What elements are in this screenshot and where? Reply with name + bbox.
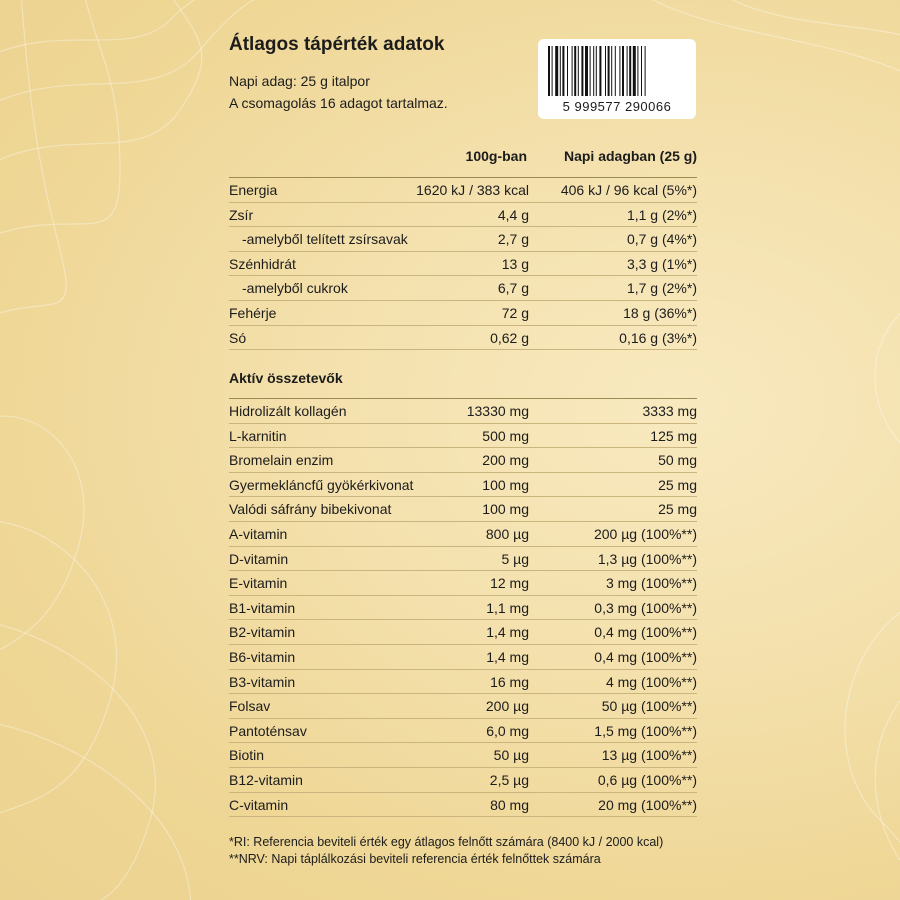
- table-row: [229, 473, 697, 498]
- table-row: [229, 276, 697, 301]
- row-per100: 200 mg: [482, 452, 529, 469]
- table-row: [229, 743, 697, 768]
- row-name: Bromelain enzim: [229, 452, 334, 469]
- row-name: D-vitamin: [229, 550, 289, 567]
- row-name: B1-vitamin: [229, 599, 296, 616]
- table-row: [229, 522, 697, 547]
- barcode-number: 5 999577 290066: [562, 99, 672, 114]
- page-title: Átlagos tápérték adatok: [229, 34, 445, 55]
- footnotes: [229, 834, 663, 868]
- row-per100: 1,4 mg: [486, 624, 529, 641]
- table-row: [229, 424, 697, 449]
- row-per100: 72 g: [501, 304, 529, 321]
- row-per-serving: 20 mg (100%**): [598, 796, 697, 813]
- row-per100: 100 mg: [482, 501, 529, 518]
- row-per-serving: 0,4 mg (100%**): [594, 648, 697, 665]
- table-row: [229, 398, 697, 424]
- table-row: [229, 326, 697, 351]
- row-name: B12-vitamin: [229, 771, 303, 788]
- row-per100: 1620 kJ / 383 kcal: [416, 182, 529, 198]
- row-per-serving: 1,7 g (2%*): [626, 280, 697, 297]
- row-name: C-vitamin: [229, 796, 289, 813]
- header-per-serving: Napi adagban (25 g): [563, 148, 697, 164]
- row-per-serving: 1,5 mg (100%**): [594, 722, 697, 739]
- table-row: [229, 571, 697, 596]
- table-row: [229, 793, 697, 818]
- row-per-serving: 3,3 g (1%*): [626, 255, 697, 272]
- row-per-serving: 3333 mg: [642, 403, 697, 419]
- row-name: Biotin: [229, 747, 265, 764]
- table-row: [229, 620, 697, 645]
- row-per100: 13 g: [501, 255, 529, 272]
- row-per100: 6,0 mg: [486, 722, 529, 739]
- row-per100: 6,7 g: [497, 280, 529, 297]
- row-per-serving: 25 mg: [658, 476, 697, 493]
- row-per-serving: 406 kJ / 96 kcal (5%*): [560, 182, 697, 198]
- row-name: B3-vitamin: [229, 673, 296, 690]
- barcode: [538, 39, 696, 119]
- table-row: [229, 670, 697, 695]
- row-per100: 50 µg: [493, 747, 529, 764]
- serving-size: Napi adag: 25 g italpor: [229, 73, 370, 89]
- table-row: [229, 694, 697, 719]
- barcode-bars: [548, 46, 686, 98]
- row-per100: 2,5 µg: [489, 771, 529, 788]
- row-per-serving: 50 mg: [658, 452, 697, 469]
- row-per-serving: 125 mg: [650, 427, 697, 444]
- row-name: Folsav: [229, 698, 271, 715]
- table-row: [229, 203, 697, 228]
- row-name: Gyermekláncfű gyökérkivonat: [229, 476, 414, 493]
- package-servings: A csomagolás 16 adagot tartalmaz.: [229, 95, 448, 111]
- row-name: E-vitamin: [229, 575, 288, 592]
- row-per100: 1,1 mg: [486, 599, 529, 616]
- row-per-serving: 0,16 g (3%*): [619, 329, 697, 346]
- row-per100: 1,4 mg: [486, 648, 529, 665]
- row-name: Pantoténsav: [229, 722, 307, 739]
- row-per-serving: 0,6 µg (100%**): [597, 771, 697, 788]
- intro-text: [229, 70, 448, 114]
- row-name: Szénhidrát: [229, 255, 296, 272]
- row-per100: 200 µg: [485, 698, 529, 715]
- table-row: [229, 768, 697, 793]
- row-per100: 12 mg: [490, 575, 529, 592]
- table-row: [229, 448, 697, 473]
- row-per100: 5 µg: [501, 550, 529, 567]
- row-name: -amelyből telített zsírsavak: [242, 231, 408, 248]
- table-row: [229, 227, 697, 252]
- row-per100: 2,7 g: [497, 231, 529, 248]
- row-name: -amelyből cukrok: [242, 280, 348, 297]
- row-name: B2-vitamin: [229, 624, 296, 641]
- row-per100: 0,62 g: [490, 329, 529, 346]
- row-per-serving: 0,4 mg (100%**): [594, 624, 697, 641]
- table-row: [229, 497, 697, 522]
- row-per-serving: 50 µg (100%**): [601, 698, 697, 715]
- row-per-serving: 0,3 mg (100%**): [594, 599, 697, 616]
- row-per-serving: 1,3 µg (100%**): [597, 550, 697, 567]
- table-row: [229, 645, 697, 670]
- table-row: [229, 596, 697, 621]
- row-per100: 16 mg: [490, 673, 529, 690]
- active-ingredients-title: Aktív összetevők: [229, 370, 343, 386]
- table-row: [229, 301, 697, 326]
- row-name: Hidrolizált kollagén: [229, 403, 347, 419]
- row-per100: 500 mg: [482, 427, 529, 444]
- row-per-serving: 200 µg (100%**): [593, 525, 697, 542]
- row-per100: 13330 mg: [466, 403, 529, 419]
- nutrition-table: [229, 177, 697, 350]
- row-name: Valódi sáfrány bibekivonat: [229, 501, 392, 518]
- row-name: Energia: [229, 182, 278, 198]
- column-headers: [229, 148, 697, 170]
- row-per100: 4,4 g: [497, 206, 529, 223]
- row-per100: 800 µg: [485, 525, 529, 542]
- row-name: B6-vitamin: [229, 648, 296, 665]
- row-per100: 80 mg: [490, 796, 529, 813]
- footnote-ri: *RI: Referencia beviteli érték egy átlagos felnőtt számára (8400 kJ / 2000 kcal): [229, 835, 664, 849]
- row-per-serving: 0,7 g (4%*): [626, 231, 697, 248]
- row-per-serving: 4 mg (100%**): [605, 673, 697, 690]
- row-per-serving: 25 mg: [658, 501, 697, 518]
- row-per-serving: 13 µg (100%**): [601, 747, 697, 764]
- footnote-nrv: **NRV: Napi táplálkozási beviteli referencia érték felnőttek számára: [229, 852, 601, 866]
- table-row: [229, 252, 697, 277]
- header-per100: 100g-ban: [465, 148, 527, 164]
- row-name: Fehérje: [229, 304, 277, 321]
- row-name: Só: [229, 329, 247, 346]
- row-per-serving: 18 g (36%*): [623, 304, 697, 321]
- table-row: [229, 547, 697, 572]
- row-name: Zsír: [229, 206, 254, 223]
- row-per-serving: 1,1 g (2%*): [626, 206, 697, 223]
- row-name: L-karnitin: [229, 427, 287, 444]
- row-per100: 100 mg: [482, 476, 529, 493]
- table-row: [229, 177, 697, 203]
- table-row: [229, 719, 697, 744]
- active-ingredients-table: [229, 398, 697, 817]
- row-name: A-vitamin: [229, 525, 288, 542]
- row-per-serving: 3 mg (100%**): [605, 575, 697, 592]
